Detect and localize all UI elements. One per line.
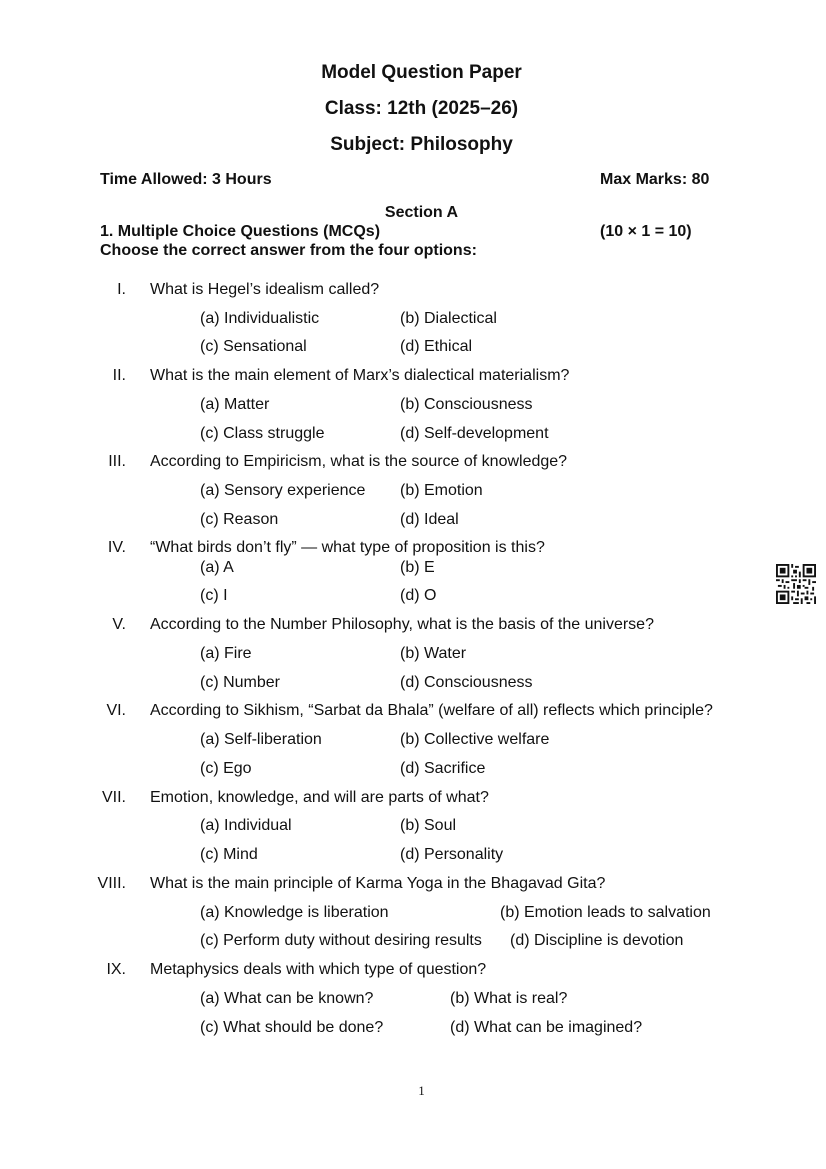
option-a: (a) Sensory experience: [200, 482, 366, 499]
question-row: [0, 539, 826, 561]
option-d: (d) O: [400, 587, 437, 604]
option-b: (b) Consciousness: [400, 396, 533, 413]
option-c: (c) I: [200, 587, 228, 604]
paper-title: Model Question Paper: [321, 62, 522, 83]
subject-line: Subject: Philosophy: [330, 134, 513, 155]
question-number: VII.: [101, 789, 126, 806]
option-a: (a) Fire: [200, 645, 252, 662]
option-a: (a) Individualistic: [200, 310, 320, 327]
question-text: What is the main element of Marx’s dialectical materialism?: [150, 367, 570, 384]
question-row: [0, 702, 826, 724]
option-c: (c) Sensational: [200, 338, 307, 355]
question-row: [0, 789, 826, 811]
section-marks: (10 × 1 = 10): [600, 223, 692, 240]
option-d: (d) Self-development: [400, 425, 549, 442]
question-row: [0, 961, 826, 983]
option-a: (a) A: [200, 559, 234, 576]
question-number: II.: [112, 367, 126, 384]
question-text: According to Empiricism, what is the source of knowledge?: [150, 453, 568, 470]
option-b: (b) Soul: [400, 817, 457, 834]
option-a: (a) What can be known?: [200, 990, 374, 1007]
question-number: IX.: [106, 961, 126, 978]
option-d: (d) Sacrifice: [400, 760, 486, 777]
class-line: Class: 12th (2025–26): [324, 98, 519, 119]
option-b: (b) Water: [400, 645, 467, 662]
option-b: (b) E: [400, 559, 435, 576]
option-c: (c) Perform duty without desiring results: [200, 932, 482, 949]
question-row: [0, 453, 826, 475]
option-d: (d) Discipline is devotion: [510, 932, 684, 949]
option-a: (a) Individual: [200, 817, 292, 834]
option-a: (a) Matter: [200, 396, 270, 413]
option-c: (c) Class struggle: [200, 425, 325, 442]
section-instruction: Choose the correct answer from the four options:: [100, 242, 477, 259]
option-b: (b) Emotion: [400, 482, 483, 499]
question-number: VI.: [106, 702, 126, 719]
question-number: VIII.: [97, 875, 126, 892]
question-number: V.: [112, 616, 126, 633]
question-row: [0, 281, 826, 303]
question-text: What is Hegel’s idealism called?: [150, 281, 380, 298]
page-number: 1: [418, 1083, 425, 1098]
question-row: [0, 875, 826, 897]
question-number: III.: [108, 453, 126, 470]
question-text: According to the Number Philosophy, what is the basis of the universe?: [150, 616, 654, 633]
option-a: (a) Knowledge is liberation: [200, 904, 389, 921]
option-d: (d) Ethical: [400, 338, 473, 355]
question-text: What is the main principle of Karma Yoga in the Bhagavad Gita?: [150, 875, 606, 892]
question-text: Metaphysics deals with which type of question?: [150, 961, 487, 978]
option-d: (d) What can be imagined?: [450, 1019, 643, 1036]
section-title: Section A: [384, 204, 459, 221]
qr-code-icon: [776, 564, 816, 604]
option-c: (c) What should be done?: [200, 1019, 384, 1036]
question-number: IV.: [107, 539, 126, 556]
option-c: (c) Reason: [200, 511, 279, 528]
max-marks: Max Marks: 80: [600, 171, 710, 188]
option-b: (b) What is real?: [450, 990, 568, 1007]
option-c: (c) Number: [200, 674, 281, 691]
option-b: (b) Collective welfare: [400, 731, 550, 748]
question-text: “What birds don’t fly” — what type of proposition is this?: [150, 539, 545, 556]
question-row: [0, 616, 826, 638]
option-c: (c) Mind: [200, 846, 258, 863]
option-d: (d) Ideal: [400, 511, 459, 528]
option-b: (b) Dialectical: [400, 310, 497, 327]
question-text: According to Sikhism, “Sarbat da Bhala” (welfare of all) reflects which principle?: [150, 702, 713, 719]
option-b: (b) Emotion leads to salvation: [500, 904, 711, 921]
question-number: I.: [117, 281, 126, 298]
time-allowed: Time Allowed: 3 Hours: [100, 171, 272, 188]
question-text: Emotion, knowledge, and will are parts of what?: [150, 789, 489, 806]
section-heading: 1. Multiple Choice Questions (MCQs): [100, 223, 381, 240]
question-row: [0, 367, 826, 389]
option-c: (c) Ego: [200, 760, 252, 777]
option-d: (d) Consciousness: [400, 674, 533, 691]
option-a: (a) Self-liberation: [200, 731, 322, 748]
option-d: (d) Personality: [400, 846, 504, 863]
